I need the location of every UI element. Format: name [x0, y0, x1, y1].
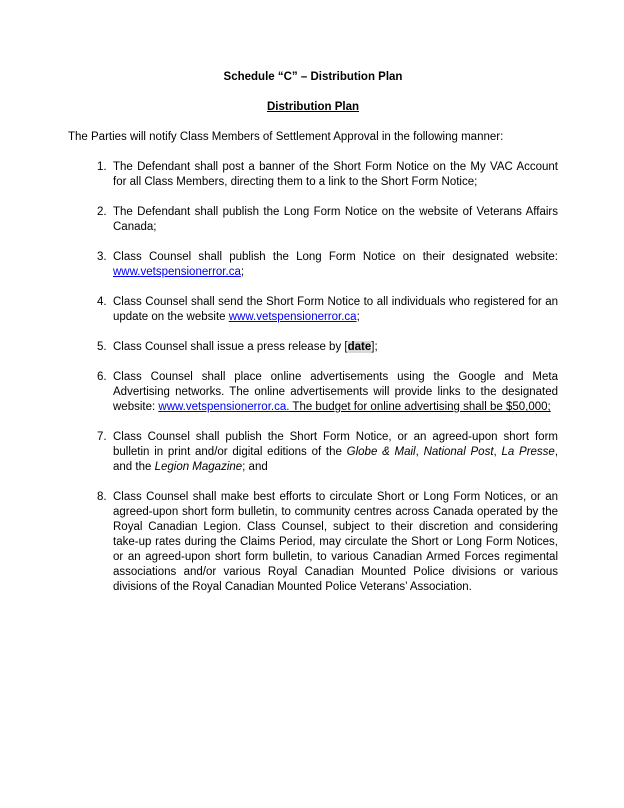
list-item-5	[68, 340, 558, 355]
list-item-7	[68, 430, 558, 475]
publication-name: La Presse	[501, 446, 555, 458]
text-segment: Class Counsel shall publish the Long Form Notice on their designated website:	[113, 251, 558, 263]
publication-name: Globe & Mail	[346, 446, 416, 458]
list-item-2	[68, 205, 558, 235]
list-item-text	[113, 490, 558, 595]
list-item-number: 4.	[97, 296, 107, 308]
list-item-number: 2.	[97, 206, 107, 218]
text-segment: ; and	[242, 461, 268, 473]
list-item-4	[68, 295, 558, 325]
text-segment: The budget for online advertising shall be $50,000;	[289, 401, 551, 413]
list-item-number: 6.	[97, 371, 107, 383]
list-item-text	[113, 205, 558, 235]
text-segment: Class Counsel shall make best efforts to circulate Short or Long Form Notices, or an agreed-upon short form bulletin, to community centres across Canada operated by the Royal Canadian Legion. Class Counsel, subject to their discretion and considering take-up rates during the Claims Period, may circulate the Short or Long Form Notices, or an agreed-upon short form bulletin, to various Canadian Armed Forces regimental associations and/or various Royal Canadian Mounted Police divisions or various divisions of the Royal Canadian Mounted Police Veterans’ Association.	[113, 491, 558, 593]
website-link[interactable]: www.vetspensionerror.ca.	[158, 401, 290, 413]
publication-name: National Post	[423, 446, 494, 458]
page-subtitle-text: Distribution Plan	[267, 101, 359, 113]
list-item-number: 7.	[97, 431, 107, 443]
text-segment: ;	[356, 311, 360, 323]
text-segment: , and the	[113, 446, 559, 473]
list-item-text	[113, 250, 558, 280]
list-item-number: 8.	[97, 491, 107, 503]
text-segment: ,	[493, 446, 502, 458]
list-item-8	[68, 490, 558, 595]
list-item-number: 3.	[97, 251, 107, 263]
date-placeholder: date	[347, 341, 372, 353]
list-item-3	[68, 250, 558, 280]
page-subtitle	[68, 100, 558, 115]
publication-name: Legion Magazine	[154, 461, 243, 473]
list-item-number: 5.	[97, 341, 107, 353]
list-item-text	[113, 370, 558, 415]
list-item-text	[113, 340, 558, 355]
text-segment: ];	[371, 341, 378, 353]
list-item-text	[113, 430, 558, 475]
distribution-list	[68, 160, 558, 595]
list-item-text	[113, 295, 558, 325]
website-link[interactable]: www.vetspensionerror.ca	[113, 266, 241, 278]
text-segment: The Defendant shall post a banner of the Short Form Notice on the My VAC Account for all Class Members, directing them to a link to the Short Form Notice;	[113, 161, 558, 188]
text-segment: Class Counsel shall place online advertisements using the Google and Meta Advertising networks. The online advertisements will provide links to the designated website:	[113, 371, 558, 413]
text-segment: Class Counsel shall send the Short Form Notice to all individuals who registered for an update on the website	[113, 296, 558, 323]
page-title: Schedule “C” – Distribution Plan	[223, 71, 403, 83]
list-item-1	[68, 160, 558, 190]
list-item-6	[68, 370, 558, 415]
website-link[interactable]: www.vetspensionerror.ca	[228, 311, 357, 323]
text-segment: ,	[415, 446, 424, 458]
list-item-text	[113, 160, 558, 190]
text-segment: ;	[240, 266, 245, 278]
text-segment: The Defendant shall publish the Long Form Notice on the website of Veterans Affairs Canada;	[113, 206, 558, 233]
text-segment: Class Counsel shall publish the Short Form Notice, or an agreed-upon short form bulletin in print and/or digital editions of the	[113, 431, 558, 458]
intro-paragraph: The Parties will notify Class Members of Settlement Approval in the following manner:	[68, 131, 504, 143]
text-segment: Class Counsel shall issue a press release by [	[113, 341, 348, 353]
list-item-number: 1.	[97, 161, 107, 173]
